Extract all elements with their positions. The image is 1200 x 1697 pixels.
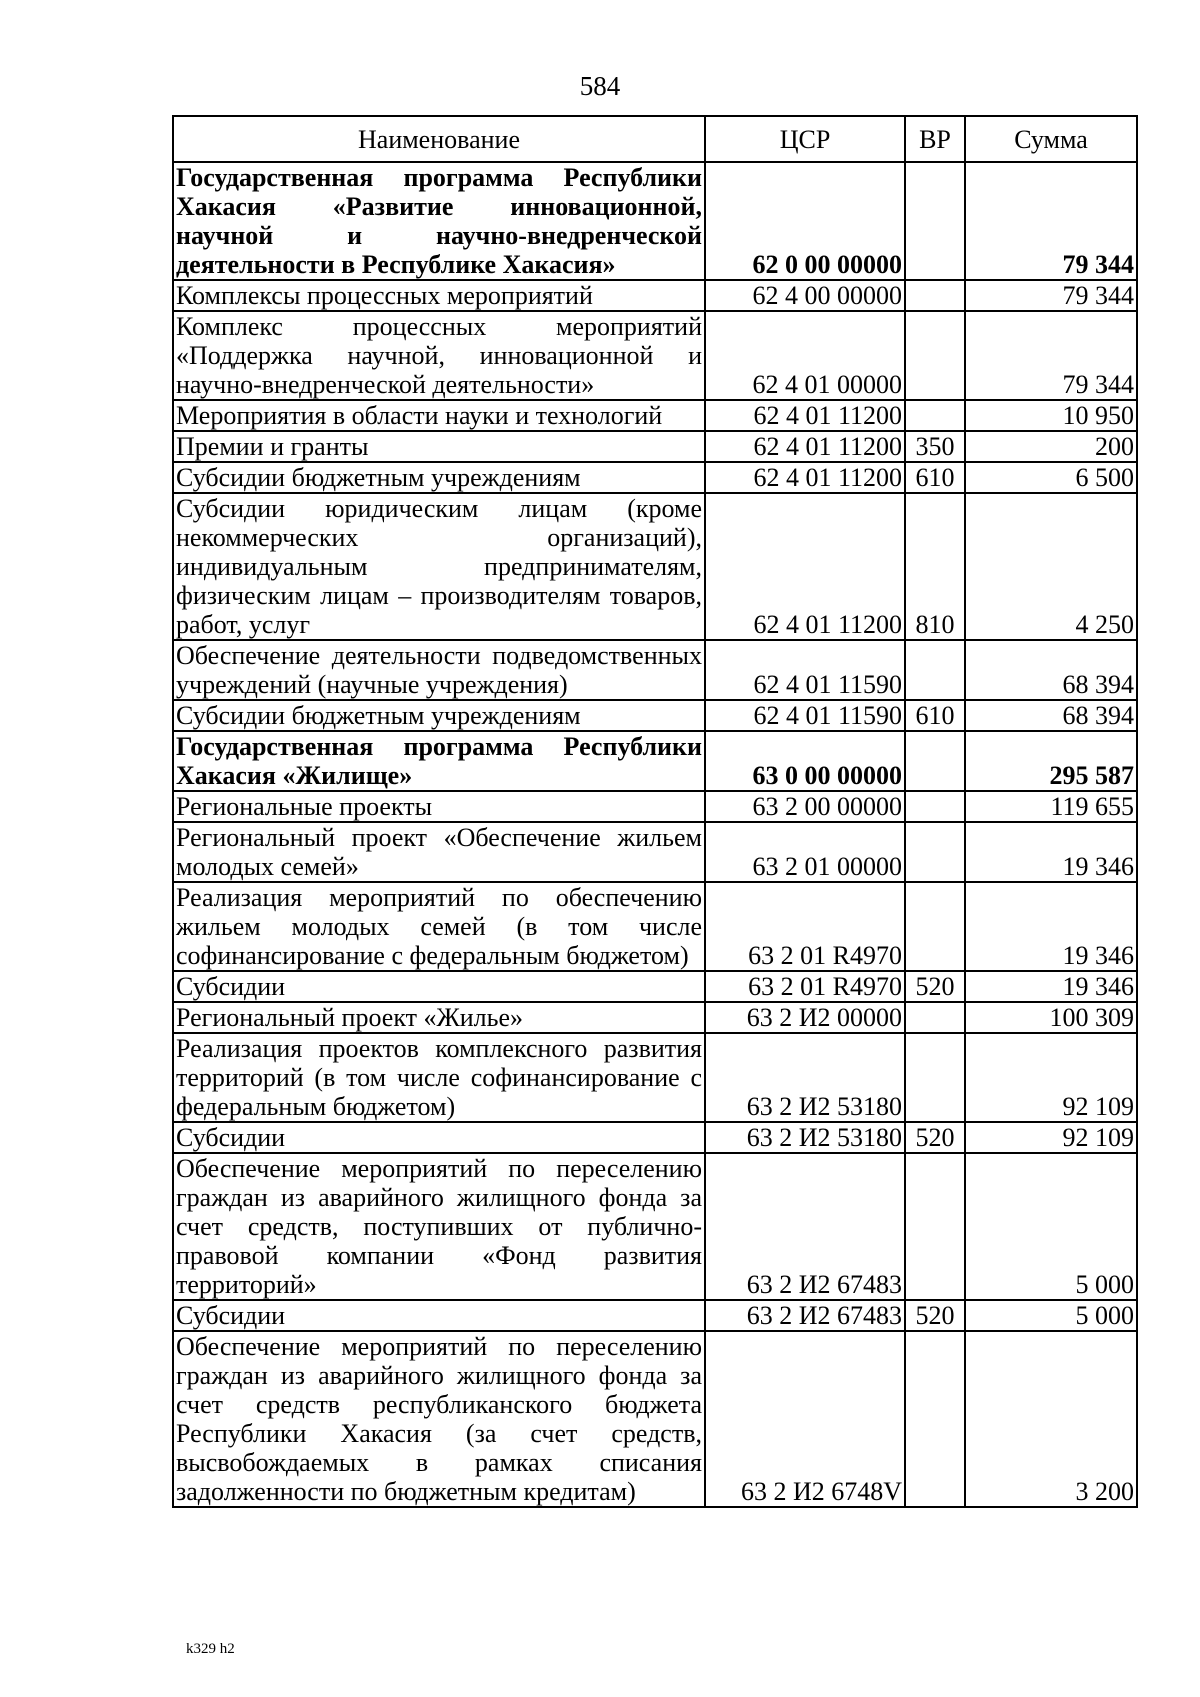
vr-cell: 520 xyxy=(905,1300,965,1331)
name-cell: Региональный проект «Жилье» xyxy=(173,1002,705,1033)
name-cell: Премии и гранты xyxy=(173,431,705,462)
sum-cell: 5 000 xyxy=(965,1300,1137,1331)
name-cell: Субсидии xyxy=(173,1122,705,1153)
csr-cell: 62 0 00 00000 xyxy=(705,162,905,280)
table-row xyxy=(173,1153,1137,1300)
table-header-row xyxy=(173,116,1137,162)
sum-cell: 295 587 xyxy=(965,731,1137,791)
vr-cell: 810 xyxy=(905,493,965,640)
csr-cell: 62 4 01 00000 xyxy=(705,311,905,400)
sum-cell: 100 309 xyxy=(965,1002,1137,1033)
table-row xyxy=(173,822,1137,882)
name-cell: Субсидии xyxy=(173,971,705,1002)
vr-cell: 610 xyxy=(905,462,965,493)
table-row xyxy=(173,280,1137,311)
footer-code: k329 h2 xyxy=(186,1641,235,1657)
csr-cell: 63 2 И2 67483 xyxy=(705,1153,905,1300)
header-sum: Сумма xyxy=(965,116,1137,162)
csr-cell: 63 2 00 00000 xyxy=(705,791,905,822)
vr-cell xyxy=(905,1331,965,1507)
name-cell: Комплексы процессных мероприятий xyxy=(173,280,705,311)
vr-cell: 520 xyxy=(905,1122,965,1153)
sum-cell: 19 346 xyxy=(965,822,1137,882)
vr-cell xyxy=(905,791,965,822)
table-row xyxy=(173,162,1137,280)
table-row xyxy=(173,311,1137,400)
table-row xyxy=(173,400,1137,431)
vr-cell xyxy=(905,280,965,311)
csr-cell: 63 2 01 00000 xyxy=(705,822,905,882)
name-cell: Государственная программа Республики Хакасия «Жилище» xyxy=(173,731,705,791)
name-cell: Комплекс процессных мероприятий «Поддержка научной, инновационной и научно-внедренческой деятельности» xyxy=(173,311,705,400)
sum-cell: 92 109 xyxy=(965,1033,1137,1122)
name-cell: Мероприятия в области науки и технологий xyxy=(173,400,705,431)
name-cell: Субсидии юридическим лицам (кроме некоммерческих организаций), индивидуальным предпринимателям, физическим лицам – производителям товаров, работ, услуг xyxy=(173,493,705,640)
table-row xyxy=(173,431,1137,462)
table-row xyxy=(173,1122,1137,1153)
vr-cell xyxy=(905,162,965,280)
csr-cell: 63 2 И2 67483 xyxy=(705,1300,905,1331)
vr-cell xyxy=(905,822,965,882)
vr-cell xyxy=(905,1153,965,1300)
name-cell: Реализация мероприятий по обеспечению жильем молодых семей (в том числе софинансирование с федеральным бюджетом) xyxy=(173,882,705,971)
sum-cell: 79 344 xyxy=(965,280,1137,311)
csr-cell: 63 2 И2 6748V xyxy=(705,1331,905,1507)
csr-cell: 62 4 01 11200 xyxy=(705,462,905,493)
name-cell: Обеспечение мероприятий по переселению граждан из аварийного жилищного фонда за счет средств, поступивших от публично-правовой компании «Фонд развития территорий» xyxy=(173,1153,705,1300)
sum-cell: 19 346 xyxy=(965,971,1137,1002)
vr-cell: 520 xyxy=(905,971,965,1002)
sum-cell: 200 xyxy=(965,431,1137,462)
name-cell: Региональные проекты xyxy=(173,791,705,822)
sum-cell: 79 344 xyxy=(965,162,1137,280)
vr-cell xyxy=(905,400,965,431)
vr-cell xyxy=(905,882,965,971)
name-cell: Региональный проект «Обеспечение жильем молодых семей» xyxy=(173,822,705,882)
csr-cell: 63 2 01 R4970 xyxy=(705,882,905,971)
table-row xyxy=(173,462,1137,493)
table-row xyxy=(173,731,1137,791)
vr-cell xyxy=(905,1033,965,1122)
csr-cell: 63 2 И2 00000 xyxy=(705,1002,905,1033)
sum-cell: 79 344 xyxy=(965,311,1137,400)
table-row xyxy=(173,1033,1137,1122)
csr-cell: 63 2 И2 53180 xyxy=(705,1122,905,1153)
csr-cell: 62 4 01 11200 xyxy=(705,493,905,640)
header-name: Наименование xyxy=(173,116,705,162)
sum-cell: 19 346 xyxy=(965,882,1137,971)
header-csr: ЦСР xyxy=(705,116,905,162)
table-row xyxy=(173,1331,1137,1507)
name-cell: Государственная программа Республики Хакасия «Развитие инновационной, научной и научно-внедренческой деятельности в Республике Хакасия» xyxy=(173,162,705,280)
table-row xyxy=(173,791,1137,822)
table-row xyxy=(173,700,1137,731)
name-cell: Субсидии бюджетным учреждениям xyxy=(173,462,705,493)
vr-cell: 350 xyxy=(905,431,965,462)
table-row xyxy=(173,1002,1137,1033)
budget-table xyxy=(172,115,1138,1508)
name-cell: Обеспечение мероприятий по переселению граждан из аварийного жилищного фонда за счет средств республиканского бюджета Республики Хакасия (за счет средств, высвобождаемых в рамках списания задолженности по бюджетным кредитам) xyxy=(173,1331,705,1507)
name-cell: Обеспечение деятельности подведомственных учреждений (научные учреждения) xyxy=(173,640,705,700)
page-number: 584 xyxy=(579,71,621,101)
csr-cell: 63 2 И2 53180 xyxy=(705,1033,905,1122)
sum-cell: 10 950 xyxy=(965,400,1137,431)
sum-cell: 4 250 xyxy=(965,493,1137,640)
csr-cell: 62 4 01 11200 xyxy=(705,431,905,462)
csr-cell: 62 4 01 11590 xyxy=(705,640,905,700)
sum-cell: 5 000 xyxy=(965,1153,1137,1300)
table-row xyxy=(173,1300,1137,1331)
vr-cell xyxy=(905,311,965,400)
sum-cell: 6 500 xyxy=(965,462,1137,493)
vr-cell xyxy=(905,731,965,791)
vr-cell xyxy=(905,640,965,700)
name-cell: Реализация проектов комплексного развития территорий (в том числе софинансирование с федеральным бюджетом) xyxy=(173,1033,705,1122)
sum-cell: 119 655 xyxy=(965,791,1137,822)
csr-cell: 62 4 01 11200 xyxy=(705,400,905,431)
sum-cell: 68 394 xyxy=(965,640,1137,700)
table-row xyxy=(173,640,1137,700)
csr-cell: 62 4 01 11590 xyxy=(705,700,905,731)
sum-cell: 68 394 xyxy=(965,700,1137,731)
csr-cell: 63 0 00 00000 xyxy=(705,731,905,791)
table-body xyxy=(173,162,1137,1507)
table-row xyxy=(173,971,1137,1002)
csr-cell: 63 2 01 R4970 xyxy=(705,971,905,1002)
vr-cell: 610 xyxy=(905,700,965,731)
table-row xyxy=(173,493,1137,640)
sum-cell: 92 109 xyxy=(965,1122,1137,1153)
name-cell: Субсидии бюджетным учреждениям xyxy=(173,700,705,731)
header-vr: ВР xyxy=(905,116,965,162)
vr-cell xyxy=(905,1002,965,1033)
sum-cell: 3 200 xyxy=(965,1331,1137,1507)
csr-cell: 62 4 00 00000 xyxy=(705,280,905,311)
name-cell: Субсидии xyxy=(173,1300,705,1331)
table-row xyxy=(173,882,1137,971)
